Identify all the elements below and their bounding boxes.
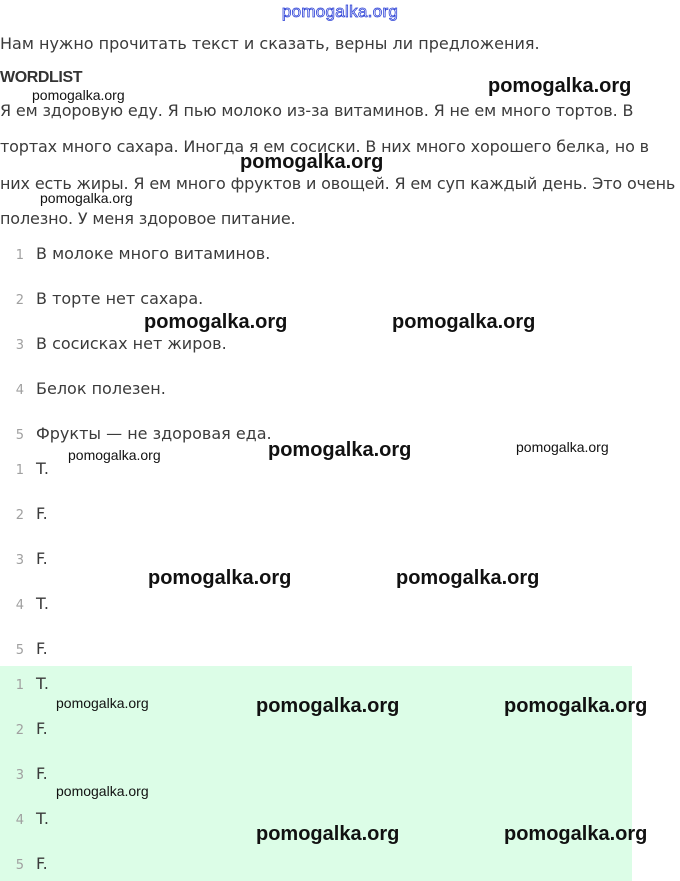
watermark: pomogalka.org	[516, 439, 609, 455]
watermark: pomogalka.org	[56, 695, 149, 711]
answer-item	[0, 504, 48, 523]
watermark: pomogalka.org	[504, 695, 648, 717]
statement-text: В торте нет сахара.	[36, 289, 204, 308]
answer-number: 3	[15, 553, 24, 568]
statement-text: В молоке много витаминов.	[36, 244, 271, 263]
watermark: pomogalka.org	[144, 311, 288, 333]
answer-item-highlighted	[0, 719, 48, 738]
statement-number: 2	[15, 293, 24, 308]
answer-text: F.	[36, 504, 48, 523]
answer-item	[0, 639, 48, 658]
answer-number: 1	[15, 463, 24, 478]
statement-text: Белок полезен.	[36, 379, 166, 398]
answer-text: F.	[36, 639, 48, 658]
statement-item	[0, 244, 270, 263]
task-instruction: Нам нужно прочитать текст и сказать, верны ли предложения.	[0, 34, 540, 53]
answer-number: 1	[15, 678, 24, 693]
text-line: Я ем здоровую еду. Я пью молоко из-за витаминов. Я не ем много тортов. В	[0, 101, 634, 120]
watermark: pomogalka.org	[68, 447, 161, 463]
answer-text: F.	[36, 549, 48, 568]
answer-item-highlighted	[0, 854, 48, 873]
answer-number: 5	[15, 858, 24, 873]
text-line: них есть жиры. Я ем много фруктов и овощей. Я ем суп каждый день. Это очень	[0, 174, 676, 193]
statement-number: 3	[15, 338, 24, 353]
answer-number: 5	[15, 643, 24, 658]
answer-item-highlighted	[0, 809, 49, 828]
answer-item	[0, 459, 49, 478]
answer-text: T.	[36, 594, 49, 613]
answer-item-highlighted	[0, 764, 48, 783]
answer-text: T.	[36, 459, 49, 478]
answer-item	[0, 549, 48, 568]
answer-number: 4	[15, 813, 24, 828]
answer-text: F.	[36, 854, 48, 873]
answer-text: T.	[36, 809, 49, 828]
watermark: pomogalka.org	[396, 567, 540, 589]
statement-item	[0, 334, 227, 353]
site-logo[interactable]: pomogalka.org	[281, 2, 399, 21]
answer-number: 4	[15, 598, 24, 613]
statement-number: 4	[15, 383, 24, 398]
answer-number: 2	[15, 508, 24, 523]
statement-text: Фрукты — не здоровая еда.	[36, 424, 272, 443]
watermark: pomogalka.org	[56, 783, 149, 799]
text-line: полезно. У меня здоровое питание.	[0, 209, 296, 228]
statement-number: 5	[15, 428, 24, 443]
answer-text: T.	[36, 674, 49, 693]
watermark: pomogalka.org	[256, 695, 400, 717]
answer-item	[0, 594, 49, 613]
answer-item-highlighted	[0, 674, 49, 693]
wordlist-label[interactable]: WORDLIST	[0, 69, 83, 86]
watermark: pomogalka.org	[40, 190, 133, 206]
watermark: pomogalka.org	[488, 75, 632, 97]
statement-item	[0, 289, 203, 308]
answer-text: F.	[36, 764, 48, 783]
watermark: pomogalka.org	[256, 823, 400, 845]
statement-item	[0, 379, 166, 398]
answer-number: 2	[15, 723, 24, 738]
statement-text: В сосисках нет жиров.	[36, 334, 227, 353]
watermark: pomogalka.org	[32, 87, 125, 103]
answer-text: F.	[36, 719, 48, 738]
watermark: pomogalka.org	[148, 567, 292, 589]
text-line: тортах много сахара. Иногда я ем сосиски. В них много хорошего белка, но в	[0, 137, 649, 156]
watermark: pomogalka.org	[392, 311, 536, 333]
watermark: pomogalka.org	[268, 439, 412, 461]
watermark: pomogalka.org	[504, 823, 648, 845]
statement-item	[0, 424, 272, 443]
watermark: pomogalka.org	[240, 151, 384, 173]
statement-number: 1	[15, 248, 24, 263]
answer-number: 3	[15, 768, 24, 783]
